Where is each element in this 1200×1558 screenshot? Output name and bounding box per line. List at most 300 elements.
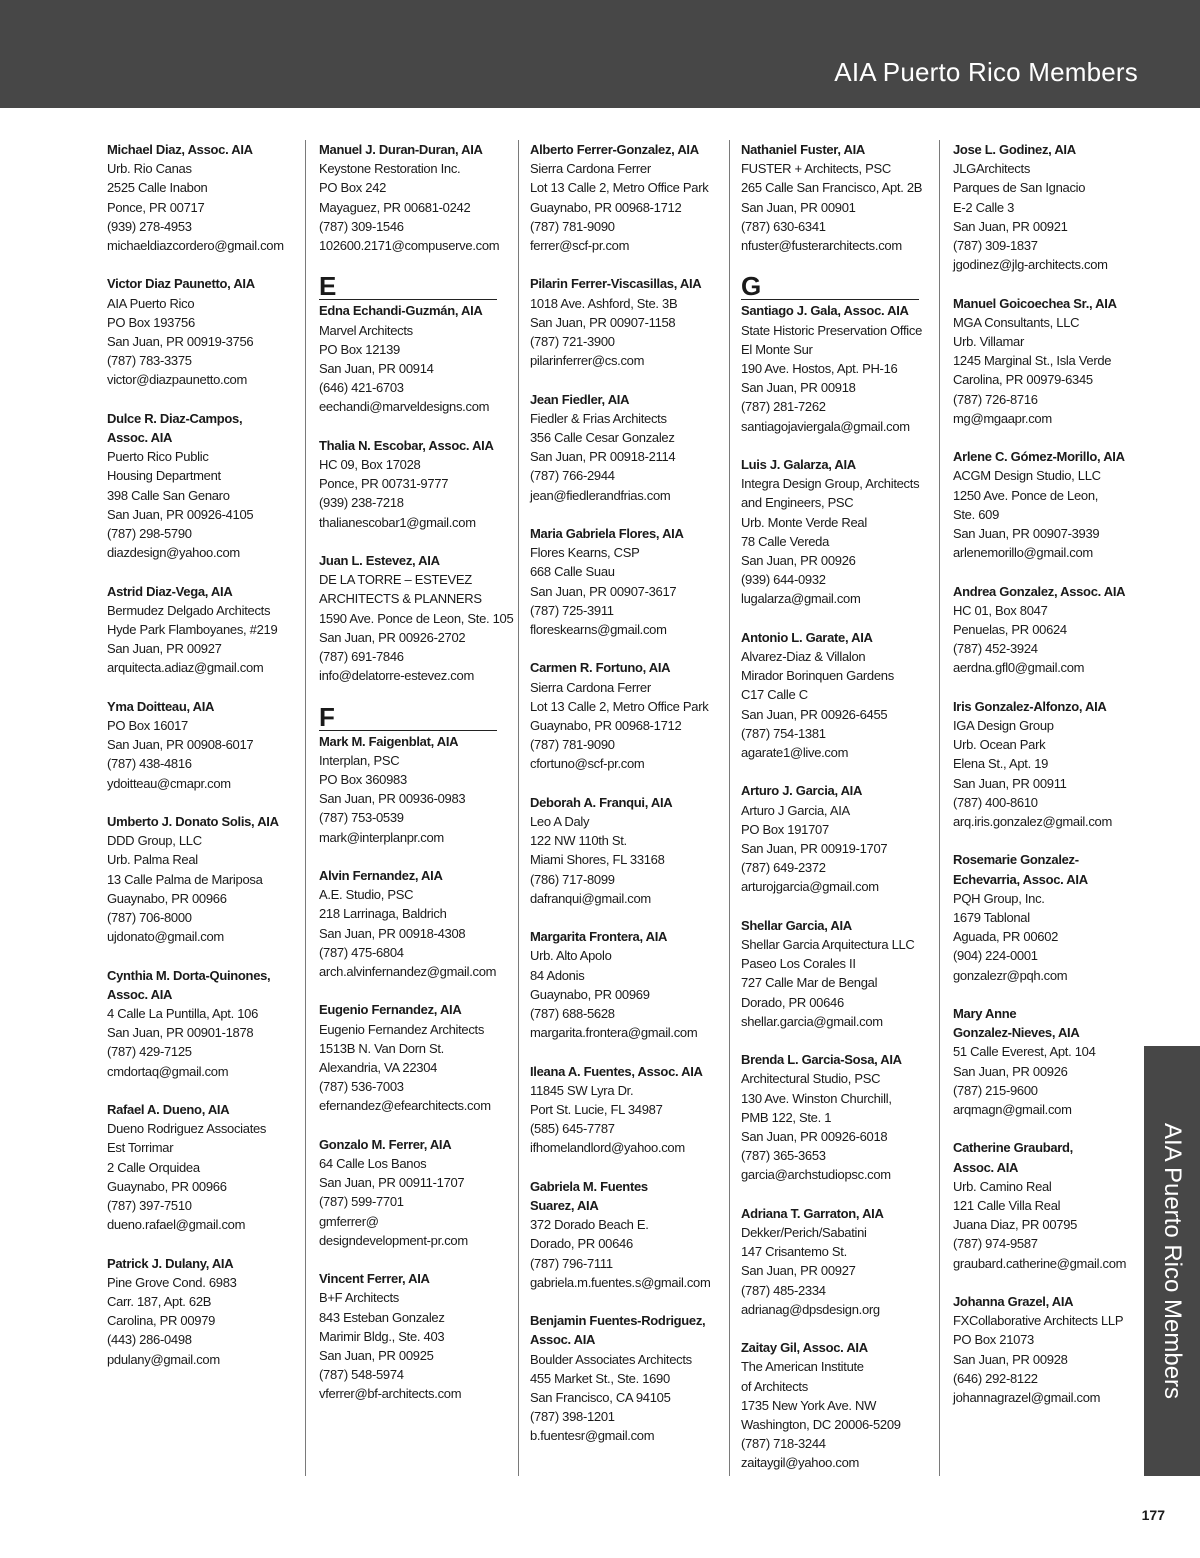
member-detail-line: Bermudez Delgado Architects xyxy=(107,602,271,618)
member-detail-line: 84 Adonis xyxy=(530,967,585,983)
member-email: ujdonato@gmail.com xyxy=(107,929,224,945)
member-detail-line: Arturo J Garcia, AIA xyxy=(741,802,850,818)
member-email: lugalarza@gmail.com xyxy=(741,591,861,607)
member-detail-line: 78 Calle Vereda xyxy=(741,533,830,549)
member-detail-line: San Juan, PR 00911-1707 xyxy=(319,1175,465,1191)
member-detail-line: (787) 485-2334 xyxy=(741,1282,826,1298)
member-detail-line: PO Box 193756 xyxy=(107,314,195,330)
member-name: Catherine Graubard, xyxy=(953,1140,1073,1156)
member-detail-line: designdevelopment-pr.com xyxy=(319,1232,468,1248)
member-detail-line: (787) 721-3900 xyxy=(530,334,615,350)
member-email: efernandez@efearchitects.com xyxy=(319,1098,491,1114)
member-entry xyxy=(107,697,284,793)
member-detail-line: FXCollaborative Architects LLP xyxy=(953,1313,1124,1329)
member-detail-line: San Juan, PR 00927 xyxy=(107,641,222,657)
member-email: mg@mgaapr.com xyxy=(953,410,1052,426)
member-detail-line: San Juan, PR 00926 xyxy=(741,553,856,569)
member-detail-line: Ponce, PR 00717 xyxy=(107,199,205,215)
member-detail-line: Guaynabo, PR 00968-1712 xyxy=(530,718,682,734)
member-entry xyxy=(530,793,711,908)
member-entry xyxy=(530,390,711,505)
member-entry xyxy=(530,1062,711,1158)
member-detail-line: (787) 298-5790 xyxy=(107,526,192,542)
member-entry xyxy=(741,781,922,896)
member-detail-line: (787) 688-5628 xyxy=(530,1006,615,1022)
directory-column xyxy=(741,140,922,1492)
member-detail-line: (787) 398-1201 xyxy=(530,1409,615,1425)
member-name: Manuel J. Duran-Duran, AIA xyxy=(319,142,483,157)
member-detail-line: (787) 400-8610 xyxy=(953,794,1038,810)
member-detail-line: Est Torrimar xyxy=(107,1140,174,1156)
member-detail-line: Ponce, PR 00731-9777 xyxy=(319,476,449,492)
member-detail-line: (787) 753-0539 xyxy=(319,810,404,826)
member-detail-line: Mayaguez, PR 00681-0242 xyxy=(319,199,471,215)
member-detail-line: San Juan, PR 00925 xyxy=(319,1348,434,1364)
member-detail-line: Washington, DC 20006-5209 xyxy=(741,1417,901,1433)
member-detail-line: Leo A Daly xyxy=(530,814,590,830)
member-detail-line: 64 Calle Los Banos xyxy=(319,1156,427,1172)
member-detail-line: (787) 475-6804 xyxy=(319,944,404,960)
member-name: Vincent Ferrer, AIA xyxy=(319,1271,430,1287)
member-detail-line: Carolina, PR 00979 xyxy=(107,1313,216,1329)
column-divider xyxy=(305,140,306,1476)
member-entry xyxy=(953,140,1126,274)
member-detail-line: (939) 644-0932 xyxy=(741,572,826,588)
member-detail-line: ARCHITECTS & PLANNERS xyxy=(319,591,482,607)
member-entry xyxy=(319,1269,513,1403)
member-detail-line: (787) 718-3244 xyxy=(741,1436,826,1452)
member-entry xyxy=(530,1311,711,1445)
member-detail-line: San Juan, PR 00907-3939 xyxy=(953,526,1100,542)
member-name: Alberto Ferrer-Gonzalez, AIA xyxy=(530,142,699,157)
member-detail-line: Aguada, PR 00602 xyxy=(953,929,1059,945)
member-detail-line: (786) 717-8099 xyxy=(530,871,615,887)
member-email: aerdna.gfl0@gmail.com xyxy=(953,660,1085,676)
member-email: arqmagn@gmail.com xyxy=(953,1102,1072,1118)
member-email: johannagrazel@gmail.com xyxy=(953,1390,1101,1406)
member-entry xyxy=(530,927,711,1042)
member-detail-line: 372 Dorado Beach E. xyxy=(530,1217,649,1233)
member-name: Rafael A. Dueno, AIA xyxy=(107,1102,230,1118)
member-name: Mary Anne xyxy=(953,1006,1017,1022)
member-detail-line: Puerto Rico Public xyxy=(107,449,209,465)
member-email: arturojgarcia@gmail.com xyxy=(741,879,879,895)
member-email: graubard.catherine@gmail.com xyxy=(953,1255,1127,1271)
member-detail-line: San Juan, PR 00926-4105 xyxy=(107,506,254,522)
member-detail-line: Keystone Restoration Inc. xyxy=(319,161,461,177)
member-email: nfuster@fusterarchitects.com xyxy=(741,238,902,254)
member-detail-line: 121 Calle Villa Real xyxy=(953,1198,1061,1214)
member-email: garcia@archstudiopsc.com xyxy=(741,1167,891,1183)
member-detail-line: 1513B N. Van Dorn St. xyxy=(319,1040,444,1056)
member-entry xyxy=(107,966,284,1081)
member-detail-line: 727 Calle Mar de Bengal xyxy=(741,975,878,991)
member-name: Andrea Gonzalez, Assoc. AIA xyxy=(953,583,1126,599)
member-detail-line: (787) 781-9090 xyxy=(530,218,615,234)
member-detail-line: San Juan, PR 00918 xyxy=(741,380,856,396)
member-detail-line: Guaynabo, PR 00969 xyxy=(530,986,650,1002)
member-detail-line: San Juan, PR 00907-3617 xyxy=(530,583,677,599)
member-email: santiagojaviergala@gmail.com xyxy=(741,418,910,434)
member-entry xyxy=(107,812,284,946)
member-name: Deborah A. Franqui, AIA xyxy=(530,794,673,810)
member-entry xyxy=(953,1004,1126,1119)
member-name: Dulce R. Diaz-Campos, xyxy=(107,410,243,426)
member-email: zaitaygil@yahoo.com xyxy=(741,1455,860,1471)
member-detail-line: 13 Calle Palma de Mariposa xyxy=(107,871,263,887)
member-detail-line: Dorado, PR 00646 xyxy=(530,1236,633,1252)
member-name: Nathaniel Fuster, AIA xyxy=(741,142,865,157)
member-detail-line: San Juan, PR 00908-6017 xyxy=(107,737,254,753)
member-email: 102600.2171@compuserve.com xyxy=(319,238,500,254)
member-name: Pilarin Ferrer-Viscasillas, AIA xyxy=(530,276,702,292)
member-entry xyxy=(530,1177,711,1292)
member-name: Jean Fiedler, AIA xyxy=(530,391,630,407)
member-entry xyxy=(741,1338,922,1472)
member-detail-line: Lot 13 Calle 2, Metro Office Park xyxy=(530,698,709,714)
member-email: cmdortaq@gmail.com xyxy=(107,1063,229,1079)
member-name: Juan L. Estevez, AIA xyxy=(319,553,440,569)
member-email: gonzalezr@pqh.com xyxy=(953,967,1068,983)
directory-column xyxy=(530,140,711,1465)
member-entry xyxy=(953,582,1126,678)
member-detail-line: Urb. Alto Apolo xyxy=(530,948,612,964)
member-detail-line: Sierra Cardona Ferrer xyxy=(530,679,651,695)
member-detail-line: FUSTER + Architects, PSC xyxy=(741,161,891,177)
member-entry xyxy=(741,1204,922,1319)
member-detail-line: (787) 754-1381 xyxy=(741,725,826,741)
member-detail-line: (787) 536-7003 xyxy=(319,1079,404,1095)
member-email: arq.iris.gonzalez@gmail.com xyxy=(953,814,1112,830)
member-entry xyxy=(953,1138,1126,1272)
member-detail-line: 265 Calle San Francisco, Apt. 2B xyxy=(741,180,923,196)
member-email: diazdesign@yahoo.com xyxy=(107,545,240,561)
member-detail-line: (787) 766-2944 xyxy=(530,468,615,484)
member-detail-line: Carolina, PR 00979-6345 xyxy=(953,372,1093,388)
member-detail-line: San Juan, PR 00926 xyxy=(953,1063,1068,1079)
member-email: shellar.garcia@gmail.com xyxy=(741,1013,883,1029)
member-detail-line: 356 Calle Cesar Gonzalez xyxy=(530,430,675,446)
member-detail-line: 1735 New York Ave. NW xyxy=(741,1397,877,1413)
member-detail-line: 398 Calle San Genaro xyxy=(107,487,230,503)
member-email: victor@diazpaunetto.com xyxy=(107,372,247,388)
member-entry xyxy=(319,551,513,685)
member-detail-line: Dueno Rodriguez Associates xyxy=(107,1121,267,1137)
member-entry xyxy=(741,455,922,609)
member-detail-line: Guaynabo, PR 00968-1712 xyxy=(530,199,682,215)
member-entry xyxy=(319,866,513,981)
member-detail-line: Shellar Garcia Arquitectura LLC xyxy=(741,937,915,953)
member-detail-line: MGA Consultants, LLC xyxy=(953,314,1080,330)
member-name: Assoc. AIA xyxy=(530,1332,596,1348)
member-name: Eugenio Fernandez, AIA xyxy=(319,1002,462,1018)
member-detail-line: PO Box 360983 xyxy=(319,772,407,788)
member-entry xyxy=(107,582,284,678)
member-detail-line: Hyde Park Flamboyanes, #219 xyxy=(107,622,278,638)
member-detail-line: (787) 630-6341 xyxy=(741,218,826,234)
member-detail-line: IGA Design Group xyxy=(953,718,1054,734)
member-detail-line: PO Box 191707 xyxy=(741,821,829,837)
member-name: Margarita Frontera, AIA xyxy=(530,929,668,945)
member-detail-line: (787) 309-1546 xyxy=(319,218,404,234)
member-detail-line: A.E. Studio, PSC xyxy=(319,887,414,903)
member-detail-line: 1590 Ave. Ponce de Leon, Ste. 105 xyxy=(319,610,514,626)
member-detail-line: Integra Design Group, Architects xyxy=(741,476,920,492)
member-detail-line: San Juan, PR 00901-1878 xyxy=(107,1025,254,1041)
member-email: ydoitteau@cmapr.com xyxy=(107,775,231,791)
member-detail-line: DE LA TORRE – ESTEVEZ xyxy=(319,572,472,588)
member-detail-line: 218 Larrinaga, Baldrich xyxy=(319,906,447,922)
member-detail-line: (646) 292-8122 xyxy=(953,1370,1038,1386)
member-detail-line: E-2 Calle 3 xyxy=(953,199,1015,215)
member-detail-line: Eugenio Fernandez Architects xyxy=(319,1021,485,1037)
member-entry xyxy=(319,301,513,416)
member-entry xyxy=(741,140,922,255)
member-entry xyxy=(953,850,1126,984)
member-detail-line: (904) 224-0001 xyxy=(953,948,1038,964)
column-divider xyxy=(518,140,519,1476)
member-entry xyxy=(107,1254,284,1369)
member-email: dafranqui@gmail.com xyxy=(530,890,651,906)
member-detail-line: (787) 796-7111 xyxy=(530,1255,613,1271)
member-detail-line: Parques de San Ignacio xyxy=(953,180,1086,196)
member-detail-line: San Juan, PR 00914 xyxy=(319,361,434,377)
member-name: Carmen R. Fortuno, AIA xyxy=(530,660,671,676)
member-detail-line: Interplan, PSC xyxy=(319,752,400,768)
member-name: Suarez, AIA xyxy=(530,1198,599,1214)
member-detail-line: (787) 438-4816 xyxy=(107,756,192,772)
member-name: Johanna Grazel, AIA xyxy=(953,1294,1074,1310)
member-detail-line: San Juan, PR 00919-1707 xyxy=(741,841,888,857)
member-email: cfortuno@scf-pr.com xyxy=(530,756,645,772)
member-entry xyxy=(319,140,513,255)
member-detail-line: PQH Group, Inc. xyxy=(953,890,1045,906)
member-entry xyxy=(741,916,922,1031)
member-entry xyxy=(953,697,1126,831)
member-detail-line: 668 Calle Suau xyxy=(530,564,615,580)
member-name: Victor Diaz Paunetto, AIA xyxy=(107,276,255,292)
member-email: vferrer@bf-architects.com xyxy=(319,1386,462,1402)
member-email: b.fuentesr@gmail.com xyxy=(530,1428,655,1444)
member-email: arlenemorillo@gmail.com xyxy=(953,545,1093,561)
member-detail-line: Alvarez-Diaz & Villalon xyxy=(741,649,866,665)
member-detail-line: San Juan, PR 00911 xyxy=(953,775,1067,791)
member-name: Echevarria, Assoc. AIA xyxy=(953,871,1088,887)
member-email: jgodinez@jlg-architects.com xyxy=(953,257,1108,273)
member-detail-line: 2 Calle Orquidea xyxy=(107,1159,200,1175)
member-detail-line: Pine Grove Cond. 6983 xyxy=(107,1274,237,1290)
member-detail-line: El Monte Sur xyxy=(741,341,813,357)
member-detail-line: Juana Diaz, PR 00795 xyxy=(953,1217,1078,1233)
member-detail-line: San Juan, PR 00936-0983 xyxy=(319,791,466,807)
member-detail-line: (787) 599-7701 xyxy=(319,1194,404,1210)
member-name: Assoc. AIA xyxy=(953,1159,1019,1175)
member-entry xyxy=(107,274,284,389)
member-detail-line: of Architects xyxy=(741,1378,808,1394)
member-detail-line: 147 Crisantemo St. xyxy=(741,1244,847,1260)
member-email: adrianag@dpsdesign.org xyxy=(741,1301,880,1317)
member-detail-line: Urb. Rio Canas xyxy=(107,161,192,177)
member-detail-line: (585) 645-7787 xyxy=(530,1121,615,1137)
member-detail-line: PMB 122, Ste. 1 xyxy=(741,1109,832,1125)
member-email: pdulany@gmail.com xyxy=(107,1351,220,1367)
member-name: Antonio L. Garate, AIA xyxy=(741,629,873,645)
member-name: Adriana T. Garraton, AIA xyxy=(741,1205,884,1221)
member-detail-line: (787) 429-7125 xyxy=(107,1044,192,1060)
member-detail-line: 122 NW 110th St. xyxy=(530,833,627,849)
member-detail-line: San Juan, PR 00918-4308 xyxy=(319,925,466,941)
member-detail-line: PO Box 12139 xyxy=(319,341,400,357)
member-detail-line: 1250 Ave. Ponce de Leon, xyxy=(953,487,1099,503)
member-detail-line: B+F Architects xyxy=(319,1290,399,1306)
member-email: margarita.frontera@gmail.com xyxy=(530,1025,698,1041)
member-detail-line: San Juan, PR 00919-3756 xyxy=(107,334,254,350)
member-name: Assoc. AIA xyxy=(107,430,173,446)
member-detail-line: 130 Ave. Winston Churchill, xyxy=(741,1090,892,1106)
member-entry xyxy=(319,436,513,532)
member-email: arquitecta.adiaz@gmail.com xyxy=(107,660,264,676)
member-name: Benjamin Fuentes-Rodriguez, xyxy=(530,1313,706,1329)
member-detail-line: (787) 691-7846 xyxy=(319,649,404,665)
member-detail-line: San Juan, PR 00901 xyxy=(741,199,856,215)
member-entry xyxy=(953,1292,1126,1407)
member-entry xyxy=(107,140,284,255)
member-detail-line: (787) 215-9600 xyxy=(953,1082,1038,1098)
member-entry xyxy=(953,294,1126,428)
member-detail-line: PO Box 242 xyxy=(319,180,387,196)
member-detail-line: Alexandria, VA 22304 xyxy=(319,1060,438,1076)
member-entry xyxy=(741,628,922,762)
member-detail-line: Mirador Borinquen Gardens xyxy=(741,668,894,684)
section-side-tab xyxy=(1144,1046,1200,1476)
member-name: Mark M. Faigenblat, AIA xyxy=(319,733,459,749)
member-detail-line: (787) 781-9090 xyxy=(530,737,615,753)
member-name: Arturo J. Garcia, AIA xyxy=(741,783,863,799)
member-email: floreskearns@gmail.com xyxy=(530,622,667,638)
member-detail-line: San Juan, PR 00926-6455 xyxy=(741,706,888,722)
member-detail-line: (787) 726-8716 xyxy=(953,391,1038,407)
member-email: arch.alvinfernandez@gmail.com xyxy=(319,964,497,980)
member-name: Yma Doitteau, AIA xyxy=(107,698,215,714)
member-detail-line: San Francisco, CA 94105 xyxy=(530,1390,671,1406)
member-detail-line: (787) 452-3924 xyxy=(953,641,1038,657)
member-detail-line: Urb. Ocean Park xyxy=(953,737,1046,753)
member-detail-line: PO Box 16017 xyxy=(107,718,188,734)
member-detail-line: Miami Shores, FL 33168 xyxy=(530,852,665,868)
member-name: Ileana A. Fuentes, Assoc. AIA xyxy=(530,1063,703,1079)
member-entry xyxy=(107,409,284,563)
member-detail-line: Flores Kearns, CSP xyxy=(530,545,640,561)
side-tab-label: AIA Puerto Rico Members xyxy=(1159,1122,1186,1400)
member-detail-line: (443) 286-0498 xyxy=(107,1332,192,1348)
member-detail-line: Guaynabo, PR 00966 xyxy=(107,1178,227,1194)
member-email: gabriela.m.fuentes.s@gmail.com xyxy=(530,1274,711,1290)
member-detail-line: HC 01, Box 8047 xyxy=(953,602,1048,618)
member-name: Alvin Fernandez, AIA xyxy=(319,868,443,884)
member-name: Gonzalez-Nieves, AIA xyxy=(953,1025,1080,1041)
member-detail-line: C17 Calle C xyxy=(741,687,808,703)
column-divider xyxy=(939,140,940,1476)
member-detail-line: (787) 397-7510 xyxy=(107,1198,192,1214)
member-email: ifhomelandlord@yahoo.com xyxy=(530,1140,685,1156)
member-name: Luis J. Galarza, AIA xyxy=(741,457,856,473)
member-email: michaeldiazcordero@gmail.com xyxy=(107,238,284,254)
member-email: info@delatorre-estevez.com xyxy=(319,668,474,684)
member-detail-line: AIA Puerto Rico xyxy=(107,295,195,311)
member-detail-line: 843 Esteban Gonzalez xyxy=(319,1309,445,1325)
member-name: Gonzalo M. Ferrer, AIA xyxy=(319,1136,452,1152)
member-detail-line: Guaynabo, PR 00966 xyxy=(107,890,227,906)
member-name: Thalia N. Escobar, Assoc. AIA xyxy=(319,437,494,453)
member-name: Manuel Goicoechea Sr., AIA xyxy=(953,295,1117,311)
member-name: Assoc. AIA xyxy=(107,986,173,1002)
member-name: Zaitay Gil, Assoc. AIA xyxy=(741,1340,868,1356)
member-detail-line: San Juan, PR 00927 xyxy=(741,1263,856,1279)
member-detail-line: (787) 548-5974 xyxy=(319,1367,404,1383)
directory-column xyxy=(107,140,284,1388)
member-detail-line: (787) 974-9587 xyxy=(953,1236,1038,1252)
member-entry xyxy=(741,1050,922,1184)
member-name: Rosemarie Gonzalez- xyxy=(953,852,1079,868)
member-detail-line: 11845 SW Lyra Dr. xyxy=(530,1082,634,1098)
member-detail-line: HC 09, Box 17028 xyxy=(319,457,421,473)
member-detail-line: 190 Ave. Hostos, Apt. PH-16 xyxy=(741,361,898,377)
header-title: AIA Puerto Rico Members xyxy=(834,57,1138,87)
member-entry xyxy=(319,1135,513,1250)
member-name: Arlene C. Gómez-Morillo, AIA xyxy=(953,449,1125,465)
member-detail-line: State Historic Preservation Office xyxy=(741,322,923,338)
member-detail-line: Urb. Villamar xyxy=(953,334,1024,350)
member-detail-line: (787) 725-3911 xyxy=(530,602,614,618)
member-detail-line: Penuelas, PR 00624 xyxy=(953,622,1067,638)
member-detail-line: Dekker/Perich/Sabatini xyxy=(741,1225,867,1241)
column-divider xyxy=(729,140,730,1476)
member-detail-line: San Juan, PR 00928 xyxy=(953,1351,1068,1367)
member-detail-line: Sierra Cardona Ferrer xyxy=(530,161,651,177)
member-detail-line: San Juan, PR 00926-2702 xyxy=(319,629,466,645)
member-email: agarate1@live.com xyxy=(741,745,849,761)
member-name: Jose L. Godinez, AIA xyxy=(953,142,1076,157)
member-detail-line: (787) 281-7262 xyxy=(741,399,826,415)
member-detail-line: Lot 13 Calle 2, Metro Office Park xyxy=(530,180,709,196)
member-name: Shellar Garcia, AIA xyxy=(741,917,852,933)
member-detail-line: San Juan, PR 00907-1158 xyxy=(530,314,676,330)
member-name: Patrick J. Dulany, AIA xyxy=(107,1255,234,1271)
member-detail-line: The American Institute xyxy=(741,1359,864,1375)
member-entry xyxy=(530,524,711,639)
member-name: Michael Diaz, Assoc. AIA xyxy=(107,142,253,157)
member-entry xyxy=(107,1100,284,1234)
member-name: Cynthia M. Dorta-Quinones, xyxy=(107,967,271,983)
member-email: ferrer@scf-pr.com xyxy=(530,238,630,254)
member-detail-line: 51 Calle Everest, Apt. 104 xyxy=(953,1044,1096,1060)
page-number: 177 xyxy=(1141,1507,1165,1523)
member-entry xyxy=(741,301,922,435)
member-entry xyxy=(319,732,513,847)
member-detail-line: ACGM Design Studio, LLC xyxy=(953,468,1101,484)
page-header xyxy=(0,0,1200,108)
member-detail-line: 1245 Marginal St., Isla Verde xyxy=(953,353,1112,369)
member-detail-line: 455 Market St., Ste. 1690 xyxy=(530,1370,670,1386)
member-detail-line: DDD Group, LLC xyxy=(107,833,202,849)
member-detail-line: 1679 Tablonal xyxy=(953,910,1030,926)
section-letter: G xyxy=(741,274,919,300)
member-detail-line: Carr. 187, Apt. 62B xyxy=(107,1294,212,1310)
member-entry xyxy=(953,447,1126,562)
member-detail-line: JLGArchitects xyxy=(953,161,1031,177)
member-detail-line: Marimir Bldg., Ste. 403 xyxy=(319,1328,445,1344)
member-detail-line: Dorado, PR 00646 xyxy=(741,994,844,1010)
